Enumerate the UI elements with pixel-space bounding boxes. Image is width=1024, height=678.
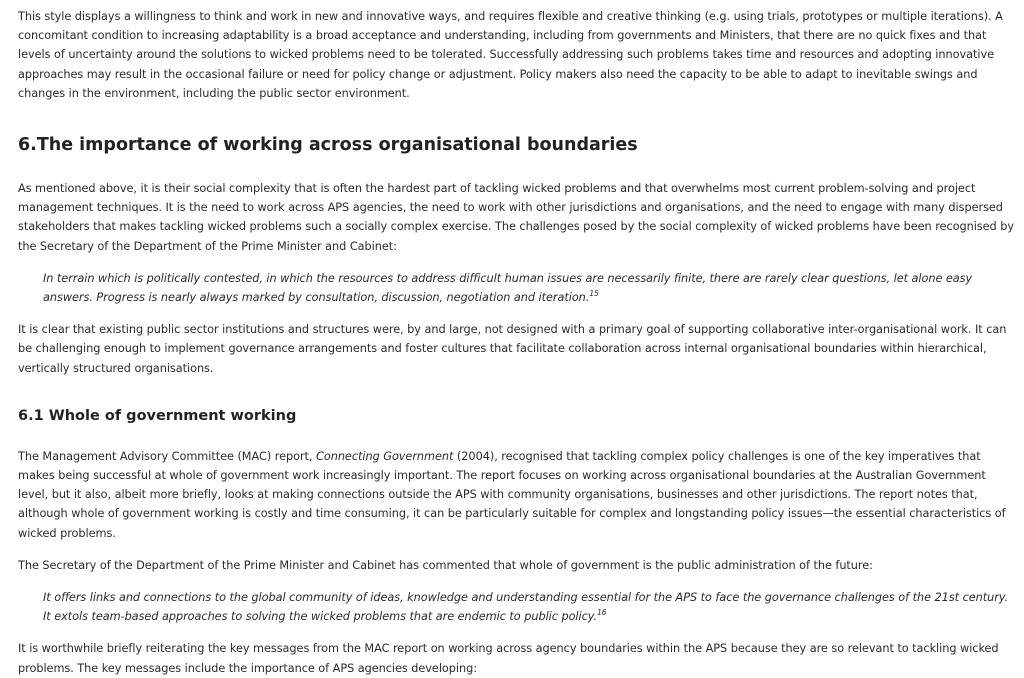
section-6-1-heading: 6.1 Whole of government working: [18, 407, 297, 424]
paragraph-text-start: The Management Advisory Committee (MAC) report,: [18, 449, 317, 463]
section-6-quote: [43, 269, 1016, 307]
quote-text: It offers links and connections to the global community of ideas, knowledge and understanding essential for the APS to face the governance challenges of the 21st century. It extols team-based approaches to solving the wicked problems that are endemic to public policy.: [43, 591, 1009, 624]
report-title: Connecting Government: [316, 449, 454, 463]
section-6-1-paragraph-3: It is worthwhile briefly reiterating the key messages from the MAC report on working across agency boundaries within the APS because they are so relevant to tackling wicked problems. The key messages include the importance of APS agencies developing:: [18, 642, 999, 675]
quote-text: In terrain which is politically contested, in which the resources to address difficult human issues are necessarily finite, there are rarely clear questions, let alone easy answers. Progress is nearly always marked by consultation, discussion, negotiation and iteration.: [43, 271, 973, 305]
section-6-1-paragraph-1: [18, 447, 1016, 543]
quote-text-wrapper: [43, 588, 1016, 626]
footnote-16-link[interactable]: 16: [597, 608, 607, 618]
section-6-paragraph-1: As mentioned above, it is their social complexity that is often the hardest part of tackling wicked problems and that overwhelms most current problem-solving and project management techniques. It is the need to work across APS agencies, the need to work with other jurisdictions and organisations, and the need to engage with many dispersed stakeholders that makes tackling wicked problems such a socially complex exercise. The challenges posed by the social complexity of wicked problems have been recognised by the Secretary of the Department of the Prime Minister and Cabinet:: [18, 182, 1014, 253]
footnote-15-link[interactable]: 15: [589, 289, 599, 299]
section-6-1-quote: [43, 588, 1016, 626]
quote-text-wrapper: [43, 269, 1016, 307]
intro-paragraph: This style displays a willingness to think and work in new and innovative ways, and requires flexible and creative thinking (e.g. using trials, prototypes or multiple iterations). A concomitant condition to increasing adaptability is a broad acceptance and understanding, including from governments and Ministers, that there are no quick fixes and that levels of uncertainty around the solutions to wicked problems need to be tolerated. Successfully addressing such problems takes time and resources and adopting innovative approaches may result in the occasional failure or need for policy change or adjustment. Policy makers also need the capacity to be able to adapt to inevitable swings and changes in the environment, including the public sector environment.: [18, 10, 1003, 100]
section-6-paragraph-2: It is clear that existing public sector institutions and structures were, by and large, not designed with a primary goal of supporting collaborative inter-organisational work. It can be challenging enough to implement governance arrangements and foster cultures that facilitate collaboration across internal organisational boundaries within hierarchical, vertically structured organisations.: [18, 323, 1007, 375]
section-6-heading: 6.The importance of working across organisational boundaries: [18, 135, 638, 156]
paragraph-text-rest: (2004), recognised that tackling complex policy challenges is one of the key imperatives that makes being successful at whole of government work increasingly important. The report focuses on working across organisational boundaries at the Australian Government level, but it also, albeit more briefly, looks at making connections outside the APS with community organisations, businesses and other jurisdictions. The report notes that, although whole of government working is costly and time consuming, it can be particularly suitable for complex and longstanding policy issues—the essential characteristics of wicked problems.: [18, 449, 1006, 540]
section-6-1-paragraph-2: The Secretary of the Department of the Prime Minister and Cabinet has commented that whole of government is the public administration of the future:: [18, 558, 873, 572]
